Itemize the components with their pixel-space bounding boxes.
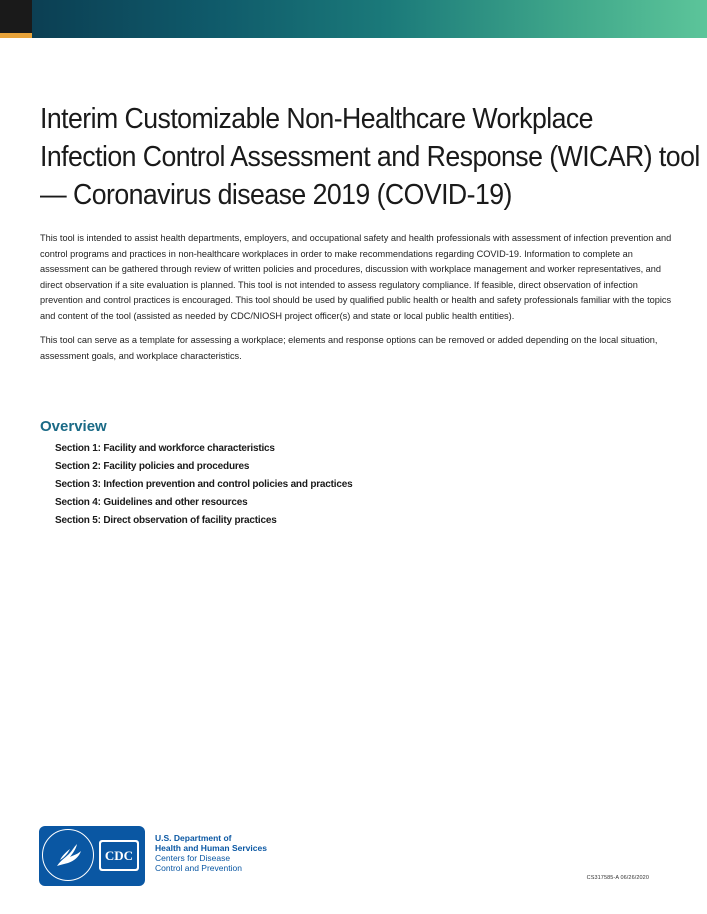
section-text: Direct observation of facility practices xyxy=(103,515,277,526)
section-label: Section 1: xyxy=(55,443,101,454)
cdc-logo xyxy=(39,826,145,886)
section-item-5 xyxy=(55,512,352,530)
center-line-1: Centers for Disease xyxy=(155,853,231,863)
page-title-line-3: — Coronavirus disease 2019 (COVID-19) xyxy=(40,179,512,211)
hhs-eagle-icon xyxy=(43,830,92,879)
intro-paragraph-2: This tool can serve as a template for assessing a workplace; elements and response options can be removed or added depending on the local situation, assessment goals, and workplace characteristics. xyxy=(40,335,658,361)
section-item-2 xyxy=(55,458,352,476)
section-label: Section 5: xyxy=(55,515,101,526)
section-label: Section 2: xyxy=(55,461,101,472)
section-text: Infection prevention and control policies and practices xyxy=(103,479,353,490)
section-text: Facility policies and procedures xyxy=(103,461,250,472)
page-title xyxy=(40,100,700,214)
section-item-4 xyxy=(55,494,352,512)
dept-line-2: Health and Human Services xyxy=(155,843,267,853)
overview-heading: Overview xyxy=(40,418,107,435)
center-line-2: Control and Prevention xyxy=(155,863,242,873)
page-title-line-2: Infection Control Assessment and Response (WICAR) tool xyxy=(40,141,700,173)
header-banner-accent xyxy=(0,33,32,38)
header-banner xyxy=(0,0,707,38)
cdc-wordmark xyxy=(99,840,139,871)
intro-paragraph-1: This tool is intended to assist health departments, employers, and occupational safety and health professionals with assessment of infection prevention and control programs and practices in non-healthcare workplaces in order to make recommendations regarding COVID-19. Information to complete an assessment can be gathered through review of written policies and procedures, discussion with workplace management and worker representatives, and direct observation if a site evaluation is planned. This tool is not intended to assess regulatory compliance. If feasible, direct observation of infection prevention and control practices is encouraged. This tool should be used by qualified public health or health and safety professionals familiar with the topics and content of the tool (assisted as needed by CDC/NIOSH project officer(s) and state or local public health entities). xyxy=(40,233,672,321)
section-list xyxy=(55,440,352,530)
section-label: Section 4: xyxy=(55,497,101,508)
section-item-1 xyxy=(55,440,352,458)
document-code: CS317585-A 06/26/2020 xyxy=(586,875,649,881)
agency-name xyxy=(155,833,267,873)
section-text: Guidelines and other resources xyxy=(103,497,248,508)
dept-line-1: U.S. Department of xyxy=(155,833,232,843)
section-text: Facility and workforce characteristics xyxy=(103,443,275,454)
section-item-3 xyxy=(55,476,352,494)
section-label: Section 3: xyxy=(55,479,101,490)
cdc-wordmark-text: CDC xyxy=(101,842,137,869)
hhs-seal-icon xyxy=(42,829,94,881)
page-title-line-1: Interim Customizable Non-Healthcare Workplace xyxy=(40,103,593,135)
